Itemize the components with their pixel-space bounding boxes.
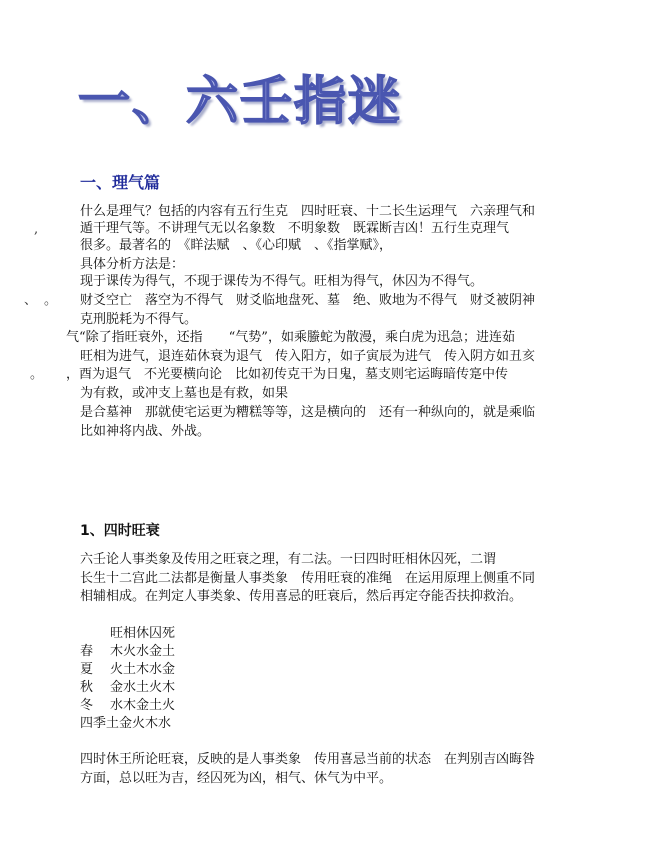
page-title: 一、六壬指迷 xyxy=(78,72,403,132)
paragraph-line: 什么是理气？包括的内容有五行生克 四时旺衰、十二长生运理气 六亲理气和 xyxy=(80,204,536,219)
subsection-heading: 1、四时旺衰 xyxy=(80,523,160,539)
margin-mark: 。 xyxy=(30,367,44,382)
paragraph-line: 相辅相成。在判定人事类象、传用喜忌的旺衰后，然后再定夺能否扶抑救治。 xyxy=(80,589,523,604)
season-label: 秋 xyxy=(80,680,94,695)
season-label: 冬 xyxy=(80,698,94,713)
paragraph-line: 六壬论人事类象及传用之旺衰之理，有二法。一曰四时旺相休囚死，二谓 xyxy=(80,552,497,567)
season-label: 四季 xyxy=(80,716,107,731)
section-heading: 一、理气篇 xyxy=(80,173,161,192)
paragraph-line: 四时休王所论旺衰，反映的是人事类象 传用喜忌当前的状态 在判别吉凶晦咎 xyxy=(80,752,536,767)
paragraph-line: 是合墓神 那就使宅运更为糟糕等等，这是横向的 还有一种纵向的，就是乘临 xyxy=(80,405,536,420)
paragraph-line: 遁干理气等。不讲理气无以名象数 不明象数 既霖断吉凶！五行生克理气 xyxy=(80,221,510,236)
paragraph-line: 克刑脱耗为不得气。 xyxy=(80,312,198,327)
paragraph-line: 长生十二宫此二法都是衡量人事类象 传用旺衰的准绳 在运用原理上侧重不同 xyxy=(80,571,536,586)
paragraph-line: 旺相为进气，退连茹休衰为退气 传入阳方，如子寅辰为进气 传入阴方如丑亥 xyxy=(80,349,536,364)
paragraph-line: 比如神将内战、外战。 xyxy=(80,424,211,439)
table-row xyxy=(80,716,171,732)
margin-mark: 、 xyxy=(24,293,38,308)
element-order: 土金火木水 xyxy=(106,716,172,731)
paragraph-line: 具体分析方法是： xyxy=(80,257,185,272)
element-order: 火土木水金 xyxy=(110,662,176,677)
paragraph-line: 方面，总以旺为吉，经囚死为凶，相气、休气为中平。 xyxy=(80,771,393,786)
element-order: 木火水金土 xyxy=(110,644,176,659)
table-row xyxy=(80,662,175,678)
table-row xyxy=(80,680,175,696)
season-label: 春 xyxy=(80,644,94,659)
table-row xyxy=(80,698,175,714)
margin-mark: 。 xyxy=(44,293,58,308)
paragraph-line: 现于课传为得气，不现于课传为不得气。旺相为得气，休囚为不得气。 xyxy=(80,274,484,289)
paragraph-line: 气“除了指旺衰外，还指 “气势”，如乘螣蛇为散漫，乘白虎为迅急；进连茹 xyxy=(66,330,515,345)
paragraph-line: 为有救，或冲支上墓也是有救，如果 xyxy=(80,386,289,401)
season-label: 夏 xyxy=(80,662,94,677)
paragraph-line: 财爻空亡 落空为不得气 财爻临地盘死、墓 绝、败地为不得气 财爻被阴神 xyxy=(80,293,536,308)
table-header: 旺相休囚死 xyxy=(110,626,176,641)
table-row xyxy=(80,644,175,660)
paragraph-line: 很多。最著名的 《眻法赋 、《心印赋 、《指掌赋》， xyxy=(80,238,393,253)
paragraph-line: ，酉为退气 不光要横向论 比如初传克干为日鬼，墓支则宅运晦暗传寔中传 xyxy=(66,367,509,382)
element-order: 金水土火木 xyxy=(110,680,176,695)
margin-mark: , xyxy=(34,222,39,237)
element-order: 水木金土火 xyxy=(110,698,176,713)
